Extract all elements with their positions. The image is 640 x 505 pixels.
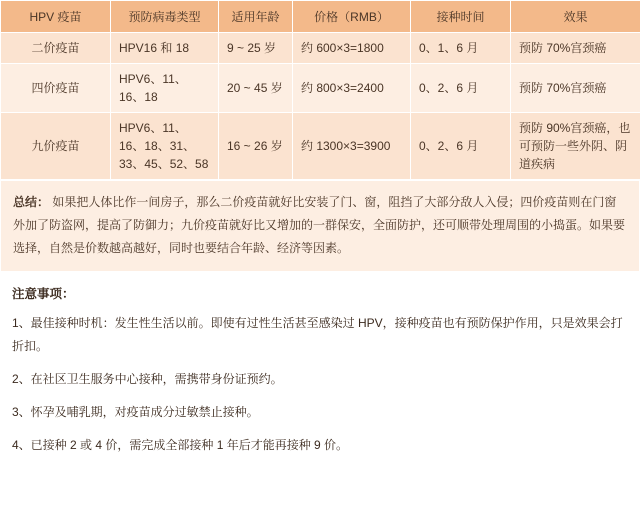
column-header-age: 适用年龄 <box>219 1 293 33</box>
table-row <box>1 64 640 113</box>
summary-text: 如果把人体比作一间房子，那么二价疫苗就好比安装了门、窗，阻挡了大部分敌人入侵；四价疫苗则在门窗外加了防盗网，提高了防御力；九价疫苗就好比又增加的一群保安，全面防护，还可顺带处理周围的小捣蛋。如果要选择，自然是价数越高越好，同时也要结合年龄、经济等因素。 <box>13 195 626 255</box>
note-item: 2、在社区卫生服务中心接种，需携带身份证预约。 <box>12 371 283 386</box>
cell-price: 约 1300×3=3900 <box>293 113 411 180</box>
table-header <box>1 1 640 33</box>
cell-schedule: 0、1、6 月 <box>411 33 511 64</box>
cell-price: 约 600×3=1800 <box>293 33 411 64</box>
column-header-vaccine: HPV 疫苗 <box>1 1 111 33</box>
summary-block <box>0 180 640 272</box>
cell-vaccine-name: 二价疫苗 <box>1 33 111 64</box>
table-row <box>1 113 640 180</box>
column-header-price: 价格（RMB） <box>293 1 411 33</box>
cell-age: 20 ~ 45 岁 <box>219 64 293 113</box>
cell-vaccine-name: 九价疫苗 <box>1 113 111 180</box>
notes-title: 注意事项： <box>12 287 75 302</box>
column-header-virus-type: 预防病毒类型 <box>111 1 219 33</box>
cell-vaccine-name: 四价疫苗 <box>1 64 111 113</box>
column-header-effect: 效果 <box>511 1 640 33</box>
note-item: 1、最佳接种时机：发生性生活以前。即使有过性生活甚至感染过 HPV，接种疫苗也有预防保护作用，只是效果会打折扣。 <box>12 316 623 354</box>
cell-schedule: 0、2、6 月 <box>411 64 511 113</box>
table-header-row <box>1 1 640 33</box>
cell-virus-type: HPV6、11、16、18 <box>111 64 219 113</box>
cell-virus-type: HPV16 和 18 <box>111 33 219 64</box>
hpv-vaccine-table <box>0 0 640 180</box>
notes-section <box>0 272 640 470</box>
column-header-schedule: 接种时间 <box>411 1 511 33</box>
cell-price: 约 800×3=2400 <box>293 64 411 113</box>
cell-effect: 预防 70%宫颈癌 <box>511 64 640 113</box>
cell-schedule: 0、2、6 月 <box>411 113 511 180</box>
table-body <box>1 33 640 180</box>
cell-effect: 预防 90%宫颈癌，也可预防一些外阴、阴道疾病 <box>511 113 640 180</box>
table-row <box>1 33 640 64</box>
cell-age: 9 ~ 25 岁 <box>219 33 293 64</box>
cell-virus-type: HPV6、11、16、18、31、33、45、52、58 <box>111 113 219 180</box>
cell-age: 16 ~ 26 岁 <box>219 113 293 180</box>
summary-label: 总结： <box>13 195 50 209</box>
note-item: 3、怀孕及哺乳期，对疫苗成分过敏禁止接种。 <box>12 404 259 419</box>
note-item: 4、已接种 2 或 4 价，需完成全部接种 1 年后才能再接种 9 价。 <box>12 437 349 452</box>
cell-effect: 预防 70%宫颈癌 <box>511 33 640 64</box>
